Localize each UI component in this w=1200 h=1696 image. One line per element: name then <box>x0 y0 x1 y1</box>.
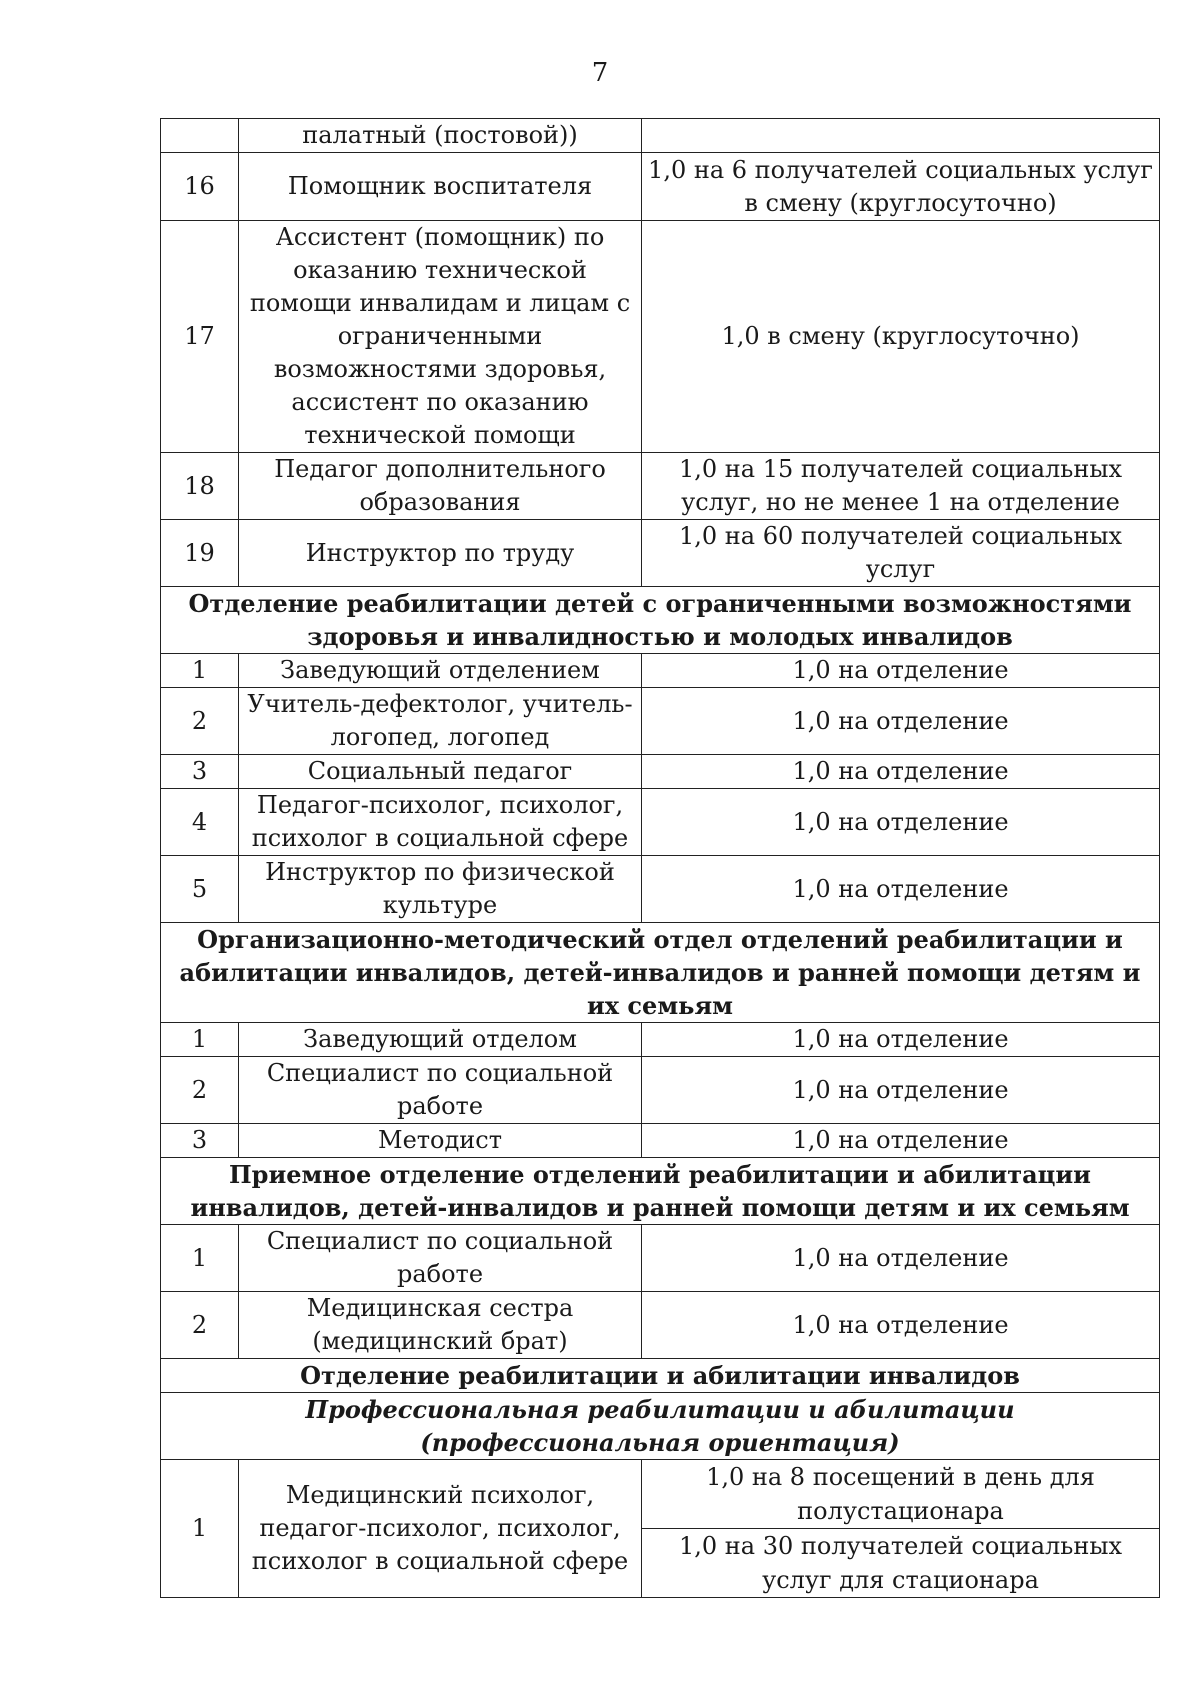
row-number: 1 <box>161 654 239 688</box>
staffing-norm: 1,0 на 6 получателей социальных услуг в смену (круглосуточно) <box>642 153 1160 221</box>
table-row <box>161 654 1160 688</box>
section-title: Организационно-методический отдел отделений реабилитации и абилитации инвалидов, детей-инвалидов и ранней помощи детям и их семьям <box>161 923 1160 1023</box>
position-name: Социальный педагог <box>239 755 642 789</box>
staffing-norm: 1,0 на отделение <box>642 1225 1160 1292</box>
table-row <box>161 119 1160 153</box>
table-row <box>161 1292 1160 1359</box>
table-row <box>161 1023 1160 1057</box>
section-title: Приемное отделение отделений реабилитации и абилитации инвалидов, детей-инвалидов и ранней помощи детям и их семьям <box>161 1158 1160 1225</box>
row-number: 2 <box>161 1057 239 1124</box>
position-name: Педагог дополнительного образования <box>239 453 642 520</box>
table-row <box>161 520 1160 587</box>
staffing-norm: 1,0 на отделение <box>642 856 1160 923</box>
table-row <box>161 153 1160 221</box>
subsection-header-row <box>161 1393 1160 1460</box>
row-number: 1 <box>161 1225 239 1292</box>
position-name: Специалист по социальной работе <box>239 1057 642 1124</box>
row-number: 19 <box>161 520 239 587</box>
position-name: Медицинский психолог, педагог-психолог, психолог, психолог в социальной сфере <box>239 1460 642 1598</box>
section-header-row <box>161 923 1160 1023</box>
table-row <box>161 789 1160 856</box>
position-name: Инструктор по физической культуре <box>239 856 642 923</box>
row-number: 18 <box>161 453 239 520</box>
position-name: Методист <box>239 1124 642 1158</box>
staffing-norm-part: 1,0 на 30 получателей социальных услуг для стационара <box>642 1528 1159 1597</box>
position-name: палатный (постовой)) <box>239 119 642 153</box>
staffing-norm: 1,0 на отделение <box>642 755 1160 789</box>
staffing-norm: 1,0 на 15 получателей социальных услуг, но не менее 1 на отделение <box>642 453 1160 520</box>
row-number: 3 <box>161 1124 239 1158</box>
row-number: 5 <box>161 856 239 923</box>
section-title: Отделение реабилитации и абилитации инвалидов <box>161 1359 1160 1393</box>
table-row <box>161 856 1160 923</box>
position-name: Специалист по социальной работе <box>239 1225 642 1292</box>
staffing-norm: 1,0 на отделение <box>642 688 1160 755</box>
section-header-row <box>161 1158 1160 1225</box>
table-row <box>161 755 1160 789</box>
staffing-norm: 1,0 на отделение <box>642 1023 1160 1057</box>
position-name: Педагог-психолог, психолог, психолог в социальной сфере <box>239 789 642 856</box>
table-row <box>161 688 1160 755</box>
page-number: 7 <box>591 58 609 88</box>
staffing-norm: 1,0 на отделение <box>642 789 1160 856</box>
position-name: Заведующий отделением <box>239 654 642 688</box>
row-number: 17 <box>161 221 239 453</box>
table-row <box>161 1124 1160 1158</box>
position-name: Помощник воспитателя <box>239 153 642 221</box>
subsection-title: Профессиональная реабилитации и абилитации (профессиональная ориентация) <box>161 1393 1160 1460</box>
staffing-norm: 1,0 на 60 получателей социальных услуг <box>642 520 1160 587</box>
staffing-norm-part: 1,0 на 8 посещений в день для полустационара <box>706 1463 1095 1525</box>
staffing-norm: 1,0 в смену (круглосуточно) <box>642 221 1160 453</box>
position-name: Инструктор по труду <box>239 520 642 587</box>
row-number: 1 <box>161 1023 239 1057</box>
table-row <box>161 1225 1160 1292</box>
table-row <box>161 1460 1160 1598</box>
position-name: Медицинская сестра (медицинский брат) <box>239 1292 642 1359</box>
row-number: 2 <box>161 1292 239 1359</box>
staffing-norm: 1,0 на отделение <box>642 1292 1160 1359</box>
staffing-norm: 1,0 на отделение <box>642 654 1160 688</box>
table-row <box>161 221 1160 453</box>
staffing-norm: 1,0 на отделение <box>642 1057 1160 1124</box>
row-number: 4 <box>161 789 239 856</box>
section-header-row <box>161 1359 1160 1393</box>
position-name: Учитель-дефектолог, учитель-логопед, логопед <box>239 688 642 755</box>
position-name: Ассистент (помощник) по оказанию технической помощи инвалидам и лицам с ограниченными возможностями здоровья, ассистент по оказанию технической помощи <box>239 221 642 453</box>
section-title: Отделение реабилитации детей с ограниченными возможностями здоровья и инвалидностью и молодых инвалидов <box>161 587 1160 654</box>
staffing-norms-table <box>160 118 1160 1598</box>
staffing-norm: 1,0 на отделение <box>642 1124 1160 1158</box>
row-number <box>161 119 239 153</box>
row-number: 16 <box>161 153 239 221</box>
section-header-row <box>161 587 1160 654</box>
staffing-norm <box>642 119 1160 153</box>
row-number: 3 <box>161 755 239 789</box>
row-number: 1 <box>161 1460 239 1598</box>
table-row <box>161 1057 1160 1124</box>
row-number: 2 <box>161 688 239 755</box>
position-name: Заведующий отделом <box>239 1023 642 1057</box>
staffing-norm <box>642 1460 1160 1598</box>
table-row <box>161 453 1160 520</box>
